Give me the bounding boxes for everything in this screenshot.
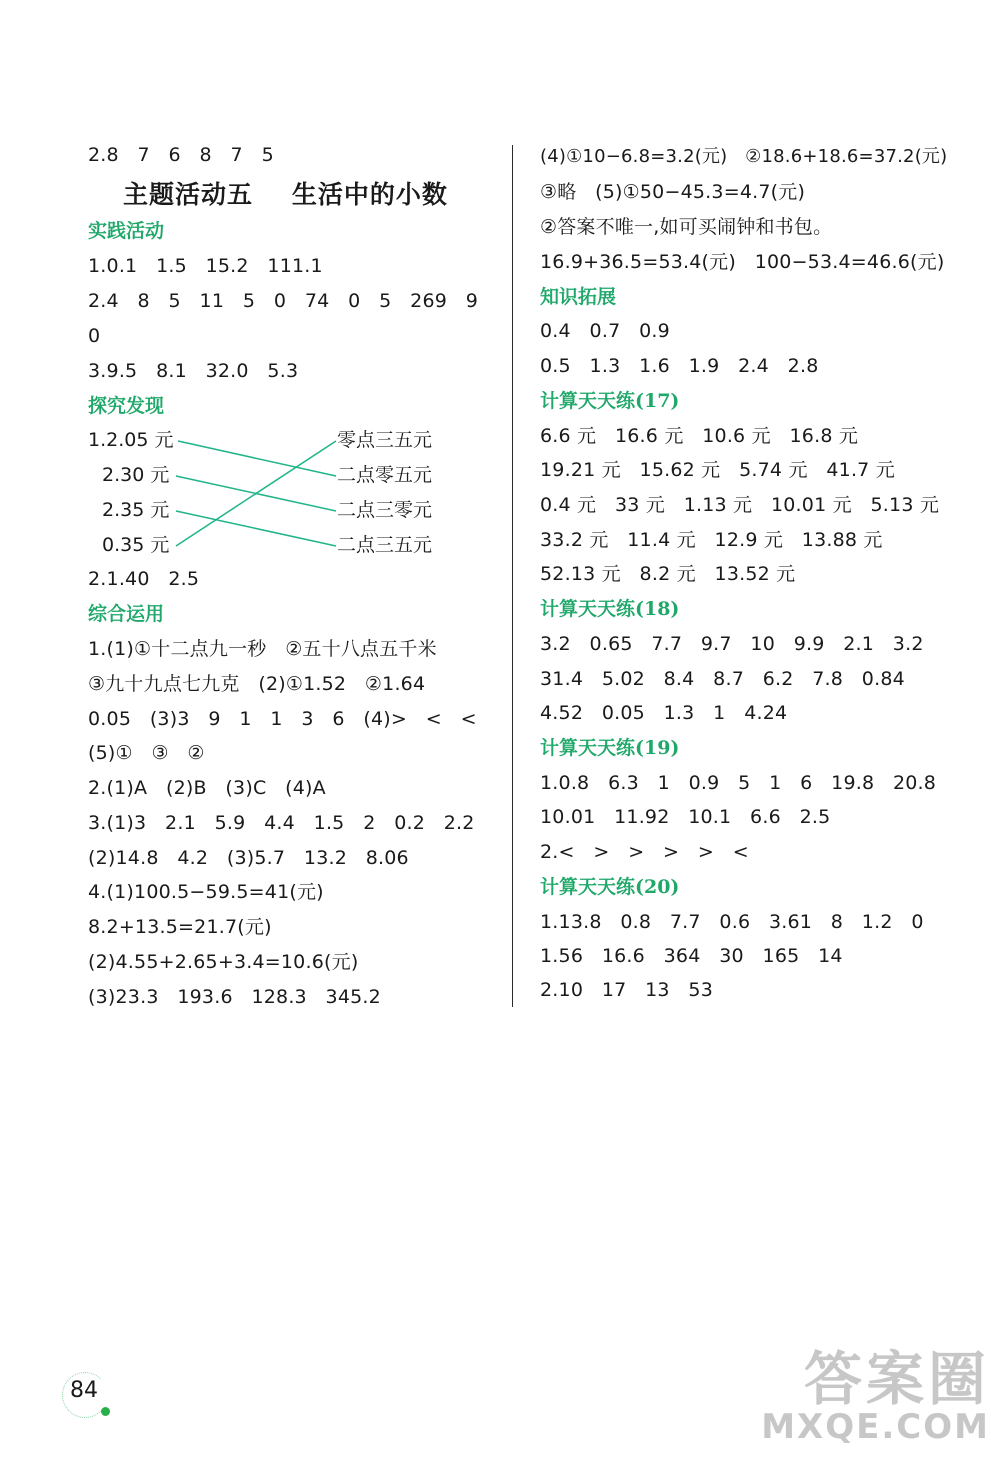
- answer-line: 4.52 0.05 1.3 1 4.24: [540, 702, 788, 724]
- answer-line: 2.8 7 6 8 7 5: [88, 144, 274, 166]
- answer-line: 0.05 (3)3 9 1 1 3 6 (4)> < <: [88, 708, 477, 730]
- answer-line: 2.1.40 2.5: [88, 568, 200, 590]
- answer-line: 4.(1)100.5−59.5=41(元): [88, 881, 324, 903]
- answer-line: 0.4 0.7 0.9: [540, 320, 670, 342]
- match-line: [176, 441, 336, 546]
- section-heading-daily-18: 计算天天练(18): [540, 598, 680, 620]
- match-left-item: 0.35 元: [102, 534, 170, 556]
- match-left-item: 1.2.05 元: [88, 429, 174, 451]
- match-right-item: 二点零五元: [337, 464, 433, 486]
- answer-line: 16.9+36.5=53.4(元) 100−53.4=46.6(元): [540, 251, 945, 273]
- answer-line: 0.5 1.3 1.6 1.9 2.4 2.8: [540, 355, 819, 377]
- match-line: [178, 441, 336, 476]
- answer-line: 1.(1)①十二点九一秒 ②五十八点五千米: [88, 638, 437, 660]
- section-heading-daily-20: 计算天天练(20): [540, 876, 680, 898]
- answer-line: 6.6 元 16.6 元 10.6 元 16.8 元: [540, 425, 859, 447]
- answer-line: 31.4 5.02 8.4 8.7 6.2 7.8 0.84: [540, 668, 905, 690]
- page-number-dot: [101, 1407, 110, 1416]
- section-heading-daily-19: 计算天天练(19): [540, 737, 680, 759]
- page-number: 84: [70, 1378, 98, 1403]
- answer-line: (4)①10−6.8=3.2(元) ②18.6+18.6=37.2(元): [540, 146, 948, 167]
- watermark-logo-text: 答案圈: [803, 1345, 990, 1413]
- section-heading-explore: 探究发现: [88, 395, 165, 417]
- answer-line: 19.21 元 15.62 元 5.74 元 41.7 元: [540, 459, 895, 481]
- answer-line: 33.2 元 11.4 元 12.9 元 13.88 元: [540, 529, 883, 551]
- answer-line: 3.(1)3 2.1 5.9 4.4 1.5 2 0.2 2.2: [88, 812, 475, 834]
- answer-line: 1.0.8 6.3 1 0.9 5 1 6 19.8 20.8: [540, 772, 937, 794]
- match-left-item: 2.30 元: [102, 464, 170, 486]
- answer-line: (5)① ③ ②: [88, 742, 205, 764]
- answer-line: 3.2 0.65 7.7 9.7 10 9.9 2.1 3.2: [540, 633, 924, 655]
- watermark-url: MXQE.COM: [761, 1407, 990, 1447]
- match-right-item: 二点三五元: [337, 534, 433, 556]
- answer-line: 1.13.8 0.8 7.7 0.6 3.61 8 1.2 0: [540, 911, 924, 933]
- answer-line: (3)23.3 193.6 128.3 345.2: [88, 986, 381, 1008]
- column-divider: [512, 145, 513, 1007]
- answer-line: (2)14.8 4.2 (3)5.7 13.2 8.06: [88, 847, 409, 869]
- answer-line: ②答案不唯一,如可买闹钟和书包。: [540, 216, 833, 238]
- answer-line: 2.10 17 13 53: [540, 979, 713, 1001]
- answer-line: 0.4 元 33 元 1.13 元 10.01 元 5.13 元: [540, 494, 940, 516]
- section-heading-practice: 实践活动: [88, 220, 165, 242]
- match-right-item: 二点三零元: [337, 499, 433, 521]
- answer-line: 8.2+13.5=21.7(元): [88, 916, 272, 938]
- match-left-item: 2.35 元: [102, 499, 170, 521]
- match-right-item: 零点三五元: [337, 429, 433, 451]
- section-heading-apply: 综合运用: [88, 603, 165, 625]
- answer-line: (2)4.55+2.65+3.4=10.6(元): [88, 951, 359, 973]
- answer-line: 1.0.1 1.5 15.2 111.1: [88, 255, 323, 277]
- answer-line: 10.01 11.92 10.1 6.6 2.5: [540, 806, 831, 828]
- answer-line: 2.(1)A (2)B (3)C (4)A: [88, 777, 326, 799]
- answer-line: ③略 (5)①50−45.3=4.7(元): [540, 181, 806, 203]
- answer-line: 2.4 8 5 11 5 0 74 0 5 269 9: [88, 290, 479, 312]
- section-heading-daily-17: 计算天天练(17): [540, 390, 680, 412]
- watermark: [761, 1345, 990, 1447]
- answer-line: 3.9.5 8.1 32.0 5.3: [88, 360, 299, 382]
- answer-line: ③九十九点七九克 (2)①1.52 ②1.64: [88, 673, 426, 695]
- answer-line: 1.56 16.6 364 30 165 14: [540, 945, 843, 967]
- section-heading-extension: 知识拓展: [540, 286, 617, 308]
- answer-line: 52.13 元 8.2 元 13.52 元: [540, 563, 796, 585]
- answer-line: 2.< > > > > <: [540, 841, 749, 863]
- match-line: [176, 511, 336, 546]
- page-title: 主题活动五 生活中的小数: [123, 180, 448, 209]
- answer-line: 0: [88, 325, 101, 347]
